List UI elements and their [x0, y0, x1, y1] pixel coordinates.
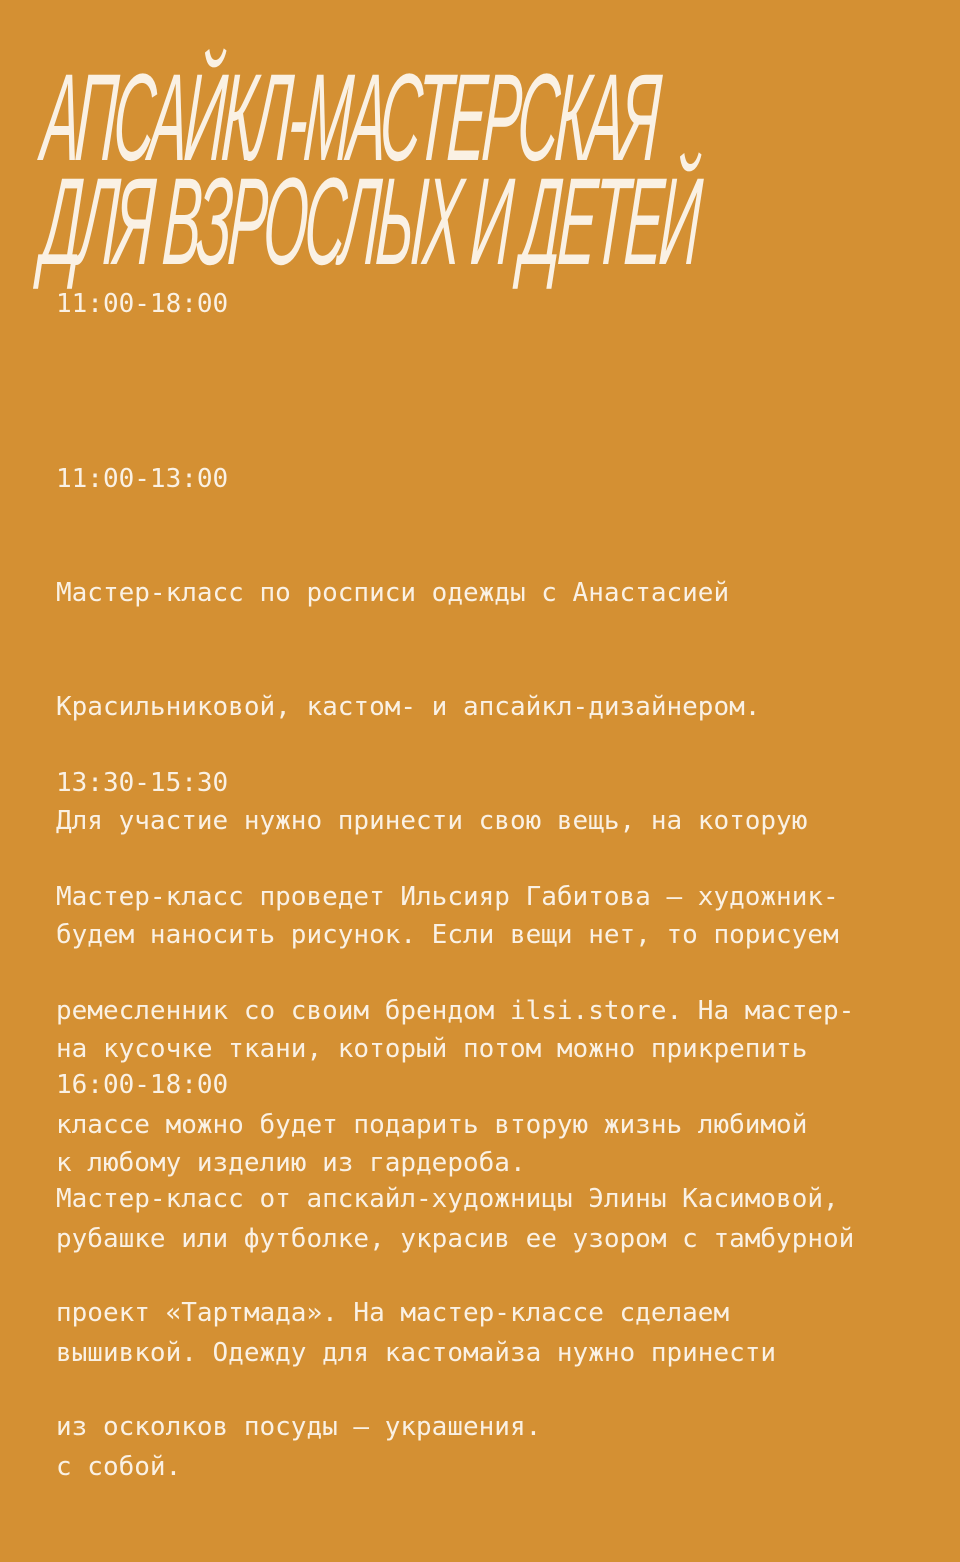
schedule-section-3 — [56, 990, 936, 1522]
section-time: 16:00-18:00 — [56, 1070, 229, 1100]
section-text-line: из осколков посуды — украшения. — [56, 1412, 542, 1442]
section-text-line: Мастер-класс от апскайл-художницы Элины Касимовой, — [56, 1184, 839, 1214]
section-text-line: Для участие нужно принести свою вещь, на которую — [56, 806, 808, 836]
poster-title — [38, 49, 906, 291]
section-text-line: Мастер-класс проведет Ильсияр Габитова — художник- — [56, 882, 839, 912]
overall-time: 11:00-18:00 — [56, 289, 229, 319]
section-text-line: Красильниковой, кастом- и апсайкл-дизайнером. — [56, 692, 761, 722]
section-text-line: Мастер-класс по росписи одежды с Анастасией — [56, 578, 730, 608]
section-text-line: проект «Тартмада». На мастер-классе сделаем — [56, 1298, 730, 1328]
section-text-line: классе можно будет подарить вторую жизнь любимой — [56, 1110, 808, 1140]
section-text-line: ремесленник со своим брендом ilsi.store. На мастер- — [56, 996, 855, 1026]
section-text-line: будем наносить рисунок. Если вещи нет, то порисуем — [56, 920, 839, 950]
section-text-line: рубашке или футболке, украсив ее узором с тамбурной — [56, 1224, 855, 1254]
section-text-line: к любому изделию из гардероба. — [56, 1148, 526, 1178]
section-text-line: с собой. — [56, 1452, 182, 1482]
title-line-2: ДЛЯ ВЗРОСЛЫХ И ДЕТЕЙ — [38, 153, 703, 291]
section-time: 13:30-15:30 — [56, 768, 229, 798]
section-time: 11:00-13:00 — [56, 464, 229, 494]
section-text-line: на кусочке ткани, который потом можно прикрепить — [56, 1034, 808, 1064]
title-line-1: АПСАЙКЛ-МАСТЕРСКАЯ — [38, 49, 662, 187]
section-text-line: вышивкой. Одежду для кастомайза нужно принести — [56, 1338, 777, 1368]
